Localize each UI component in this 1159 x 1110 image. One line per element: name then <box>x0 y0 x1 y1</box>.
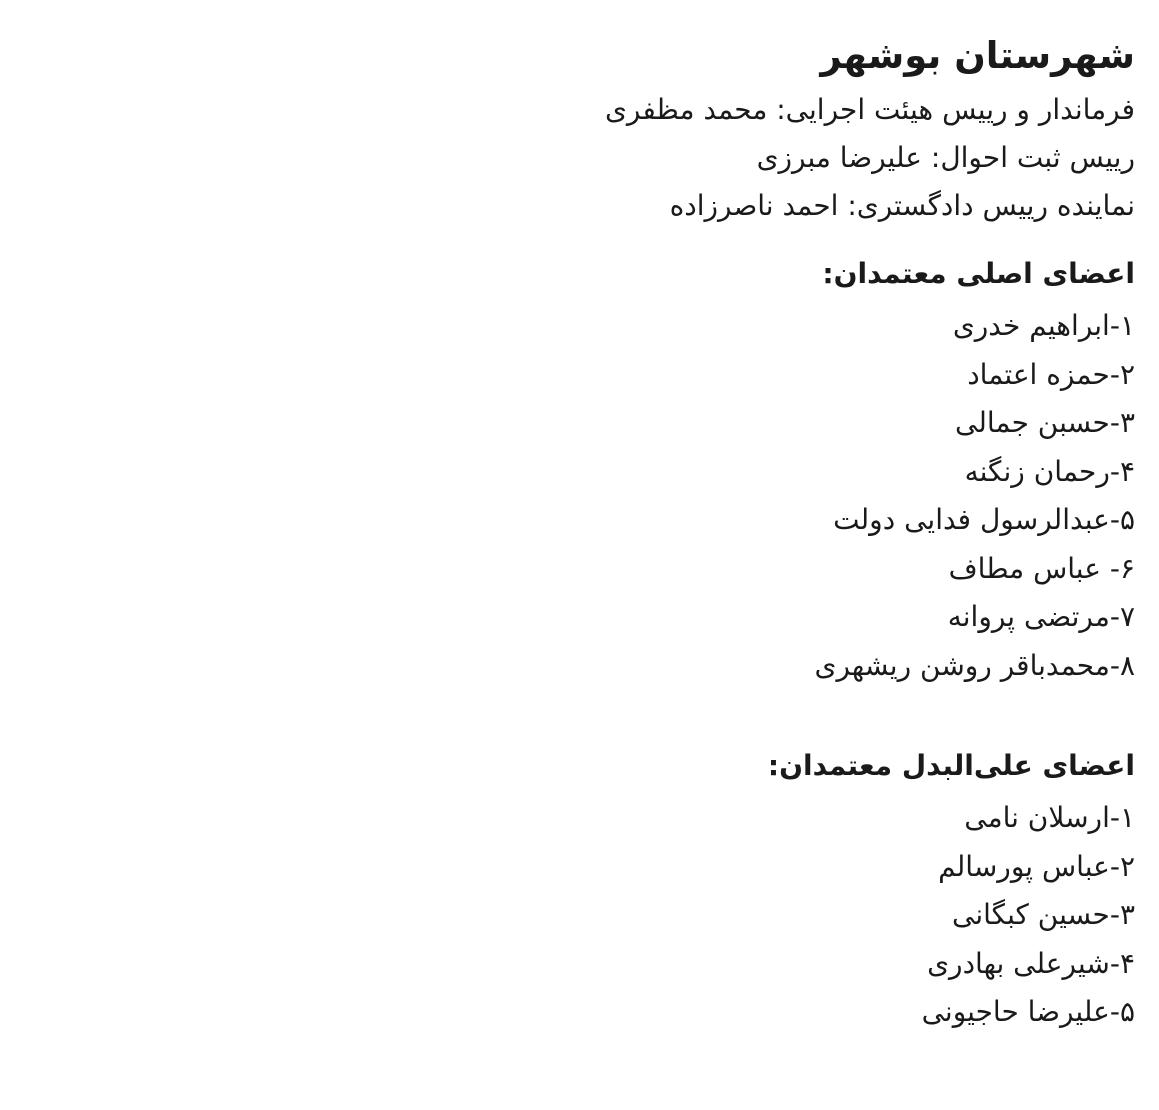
principal-member-item: ۳-حسبن جمالی <box>955 406 1135 439</box>
official-governor: فرماندار و رییس هیئت اجرایی: محمد مظفری <box>604 93 1135 126</box>
principal-member-item: ۵-عبدالرسول فدایی دولت <box>833 503 1135 536</box>
page-title: شهرستان بوشهر <box>820 34 1135 77</box>
principal-members-heading: اعضای اصلی معتمدان: <box>822 257 1135 290</box>
section-spacer <box>20 690 1135 738</box>
officials-list <box>20 86 1135 230</box>
alternate-member-item: ۳-حسین کبگانی <box>951 898 1135 931</box>
alternate-members-heading: اعضای علی‌البدل معتمدان: <box>767 749 1135 782</box>
principal-member-item: ۱-ابراهیم خدری <box>952 309 1135 342</box>
principal-member-item: ۶- عباس مطاف <box>948 551 1135 585</box>
alternate-members-section <box>20 738 1135 1037</box>
principal-member-item: ۷-مرتضی پروانه <box>947 600 1135 633</box>
alternate-member-item: ۲-عباس پورسالم <box>938 849 1135 883</box>
principal-member-item: ۲-حمزه اعتماد <box>967 357 1135 391</box>
alternate-member-item: ۱-ارسلان نامی <box>964 801 1135 834</box>
official-registry-head: رییس ثبت احوال: علیرضا مبرزی <box>756 141 1135 174</box>
official-judiciary-rep: نماینده رییس دادگستری: احمد ناصرزاده <box>669 189 1135 222</box>
alternate-member-item: ۵-علیرضا حاجیونی <box>921 995 1135 1028</box>
alternate-member-item: ۴-شیرعلی بهادری <box>927 946 1135 980</box>
principal-members-section <box>20 246 1135 690</box>
principal-member-item: ۸-محمدباقر روشن ریشهری <box>814 648 1135 682</box>
principal-member-item: ۴-رحمان زنگنه <box>964 454 1135 488</box>
